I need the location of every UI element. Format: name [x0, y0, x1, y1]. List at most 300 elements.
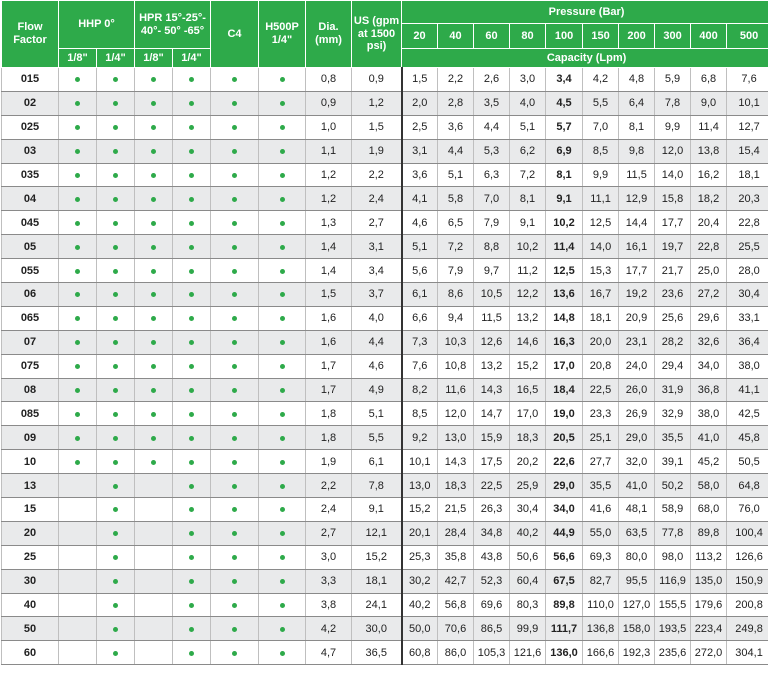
table-row	[2, 378, 768, 402]
capacity-cell: 52,3	[474, 569, 510, 593]
capacity-cell: 6,2	[510, 139, 546, 163]
compatibility-cell	[173, 641, 211, 665]
dot-icon	[113, 269, 118, 274]
compatibility-cell	[259, 521, 306, 545]
compatibility-cell	[173, 474, 211, 498]
compatibility-cell	[173, 91, 211, 115]
capacity-cell: 23,3	[583, 402, 619, 426]
capacity-cell: 60,8	[402, 641, 438, 665]
dot-icon	[232, 627, 237, 632]
capacity-cell: 18,1	[727, 163, 768, 187]
dot-icon	[113, 125, 118, 130]
capacity-cell: 8,5	[583, 139, 619, 163]
flow-capacity-table	[1, 0, 768, 665]
capacity-cell: 38,0	[727, 354, 768, 378]
dot-icon	[280, 651, 285, 656]
us-cell: 18,1	[352, 569, 402, 593]
capacity-cell: 80,0	[619, 545, 655, 569]
capacity-cell: 223,4	[691, 617, 727, 641]
dot-icon	[113, 507, 118, 512]
compatibility-cell	[97, 402, 135, 426]
header-pressure-value: 20	[402, 24, 438, 49]
dia-cell: 1,4	[306, 259, 352, 283]
compatibility-cell	[135, 211, 173, 235]
capacity-cell: 14,7	[474, 402, 510, 426]
flow-factor-cell: 065	[2, 306, 59, 330]
capacity-cell: 5,1	[438, 163, 474, 187]
compatibility-cell	[173, 498, 211, 522]
dot-icon	[280, 603, 285, 608]
compatibility-cell	[211, 426, 259, 450]
dot-icon	[113, 484, 118, 489]
capacity-cell: 179,6	[691, 593, 727, 617]
compatibility-cell	[135, 354, 173, 378]
dot-icon	[232, 364, 237, 369]
capacity-cell: 48,1	[619, 498, 655, 522]
dot-icon	[189, 507, 194, 512]
compatibility-cell	[173, 259, 211, 283]
dot-icon	[75, 221, 80, 226]
capacity-cell: 110,0	[583, 593, 619, 617]
capacity-cell: 36,4	[727, 330, 768, 354]
flow-factor-cell: 02	[2, 91, 59, 115]
dot-icon	[151, 388, 156, 393]
header-pressure-value: 400	[691, 24, 727, 49]
flow-factor-cell: 15	[2, 498, 59, 522]
dot-icon	[189, 77, 194, 82]
capacity-cell: 50,0	[402, 617, 438, 641]
capacity-cell: 17,7	[655, 211, 691, 235]
compatibility-cell	[97, 163, 135, 187]
capacity-cell: 7,9	[438, 259, 474, 283]
dot-icon	[280, 149, 285, 154]
capacity-cell: 304,1	[727, 641, 768, 665]
compatibility-cell	[97, 68, 135, 92]
table-row	[2, 68, 768, 92]
dot-icon	[280, 627, 285, 632]
compatibility-cell	[97, 593, 135, 617]
flow-factor-cell: 045	[2, 211, 59, 235]
dot-icon	[75, 460, 80, 465]
compatibility-cell	[259, 139, 306, 163]
compatibility-cell	[211, 545, 259, 569]
compatibility-cell	[173, 593, 211, 617]
dia-cell: 1,4	[306, 235, 352, 259]
capacity-cell: 21,7	[655, 259, 691, 283]
capacity-cell: 7,6	[402, 354, 438, 378]
capacity-cell: 18,3	[510, 426, 546, 450]
compatibility-cell	[135, 545, 173, 569]
capacity-cell: 3,0	[510, 68, 546, 92]
table-row	[2, 474, 768, 498]
capacity-cell: 11,4	[546, 235, 583, 259]
compatibility-cell	[59, 354, 97, 378]
compatibility-cell	[135, 187, 173, 211]
compatibility-cell	[259, 545, 306, 569]
capacity-cell: 5,8	[438, 187, 474, 211]
capacity-cell: 9,9	[655, 115, 691, 139]
dot-icon	[189, 221, 194, 226]
capacity-cell: 12,5	[583, 211, 619, 235]
flow-factor-cell: 09	[2, 426, 59, 450]
header-size: 1/4"	[173, 49, 211, 68]
compatibility-cell	[211, 521, 259, 545]
dot-icon	[232, 101, 237, 106]
capacity-cell: 4,5	[546, 91, 583, 115]
capacity-cell: 34,0	[691, 354, 727, 378]
capacity-cell: 12,9	[619, 187, 655, 211]
dot-icon	[280, 531, 285, 536]
compatibility-cell	[135, 426, 173, 450]
capacity-cell: 20,5	[546, 426, 583, 450]
compatibility-cell	[259, 283, 306, 307]
dia-cell: 1,9	[306, 450, 352, 474]
header-us: US (gpm at 1500 psi)	[352, 1, 402, 68]
dot-icon	[189, 460, 194, 465]
compatibility-cell	[259, 593, 306, 617]
dia-cell: 1,0	[306, 115, 352, 139]
capacity-cell: 2,0	[402, 91, 438, 115]
compatibility-cell	[135, 306, 173, 330]
dot-icon	[151, 221, 156, 226]
compatibility-cell	[259, 211, 306, 235]
us-cell: 3,7	[352, 283, 402, 307]
capacity-cell: 111,7	[546, 617, 583, 641]
dot-icon	[280, 388, 285, 393]
flow-factor-cell: 015	[2, 68, 59, 92]
compatibility-cell	[135, 91, 173, 115]
compatibility-cell	[173, 617, 211, 641]
capacity-cell: 4,2	[583, 68, 619, 92]
table-row	[2, 450, 768, 474]
capacity-cell: 80,3	[510, 593, 546, 617]
flow-factor-cell: 40	[2, 593, 59, 617]
dot-icon	[75, 245, 80, 250]
capacity-cell: 11,5	[619, 163, 655, 187]
dia-cell: 2,2	[306, 474, 352, 498]
compatibility-cell	[97, 498, 135, 522]
capacity-cell: 3,1	[402, 139, 438, 163]
dot-icon	[280, 221, 285, 226]
compatibility-cell	[173, 450, 211, 474]
compatibility-cell	[59, 521, 97, 545]
us-cell: 2,7	[352, 211, 402, 235]
dot-icon	[232, 245, 237, 250]
capacity-cell: 44,9	[546, 521, 583, 545]
dia-cell: 2,7	[306, 521, 352, 545]
header-size: 1/8"	[135, 49, 173, 68]
header-flow-factor: Flow Factor	[2, 1, 59, 68]
capacity-cell: 11,1	[583, 187, 619, 211]
compatibility-cell	[97, 330, 135, 354]
capacity-cell: 6,3	[474, 163, 510, 187]
capacity-cell: 155,5	[655, 593, 691, 617]
capacity-cell: 7,9	[474, 211, 510, 235]
compatibility-cell	[259, 354, 306, 378]
dot-icon	[75, 77, 80, 82]
dia-cell: 1,6	[306, 330, 352, 354]
dot-icon	[151, 149, 156, 154]
capacity-cell: 56,6	[546, 545, 583, 569]
us-cell: 2,2	[352, 163, 402, 187]
dot-icon	[189, 149, 194, 154]
capacity-cell: 6,5	[438, 211, 474, 235]
dot-icon	[113, 245, 118, 250]
table-row	[2, 545, 768, 569]
compatibility-cell	[259, 402, 306, 426]
capacity-cell: 249,8	[727, 617, 768, 641]
compatibility-cell	[97, 211, 135, 235]
capacity-cell: 25,9	[510, 474, 546, 498]
capacity-cell: 9,8	[619, 139, 655, 163]
compatibility-cell	[59, 259, 97, 283]
capacity-cell: 127,0	[619, 593, 655, 617]
capacity-cell: 19,2	[619, 283, 655, 307]
compatibility-cell	[173, 545, 211, 569]
us-cell: 15,2	[352, 545, 402, 569]
compatibility-cell	[135, 163, 173, 187]
us-cell: 4,6	[352, 354, 402, 378]
capacity-cell: 6,4	[619, 91, 655, 115]
capacity-cell: 9,0	[691, 91, 727, 115]
capacity-cell: 9,7	[474, 259, 510, 283]
capacity-cell: 29,0	[619, 426, 655, 450]
capacity-cell: 21,5	[438, 498, 474, 522]
dia-cell: 1,1	[306, 139, 352, 163]
compatibility-cell	[259, 68, 306, 92]
compatibility-cell	[97, 378, 135, 402]
capacity-cell: 5,7	[546, 115, 583, 139]
dia-cell: 1,2	[306, 187, 352, 211]
compatibility-cell	[259, 115, 306, 139]
compatibility-cell	[211, 187, 259, 211]
capacity-cell: 235,6	[655, 641, 691, 665]
dot-icon	[189, 531, 194, 536]
capacity-cell: 12,6	[474, 330, 510, 354]
compatibility-cell	[97, 545, 135, 569]
capacity-cell: 6,8	[691, 68, 727, 92]
capacity-cell: 136,0	[546, 641, 583, 665]
capacity-cell: 14,3	[438, 450, 474, 474]
compatibility-cell	[211, 259, 259, 283]
flow-factor-cell: 075	[2, 354, 59, 378]
capacity-cell: 63,5	[619, 521, 655, 545]
capacity-cell: 26,9	[619, 402, 655, 426]
capacity-cell: 35,5	[655, 426, 691, 450]
compatibility-cell	[97, 450, 135, 474]
capacity-cell: 7,0	[583, 115, 619, 139]
capacity-cell: 32,9	[655, 402, 691, 426]
us-cell: 4,9	[352, 378, 402, 402]
capacity-cell: 11,5	[474, 306, 510, 330]
dot-icon	[75, 125, 80, 130]
compatibility-cell	[59, 474, 97, 498]
dot-icon	[232, 149, 237, 154]
capacity-cell: 25,6	[655, 306, 691, 330]
capacity-cell: 8,1	[510, 187, 546, 211]
capacity-cell: 16,5	[510, 378, 546, 402]
capacity-cell: 17,7	[619, 259, 655, 283]
capacity-cell: 13,0	[438, 426, 474, 450]
dot-icon	[232, 531, 237, 536]
capacity-cell: 42,5	[727, 402, 768, 426]
header-pressure-value: 60	[474, 24, 510, 49]
compatibility-cell	[173, 521, 211, 545]
table-row	[2, 498, 768, 522]
capacity-cell: 2,2	[438, 68, 474, 92]
dia-cell: 3,3	[306, 569, 352, 593]
compatibility-cell	[135, 115, 173, 139]
dot-icon	[75, 197, 80, 202]
dot-icon	[280, 245, 285, 250]
header-pressure: Pressure (Bar)	[402, 1, 768, 24]
capacity-cell: 11,4	[691, 115, 727, 139]
capacity-cell: 29,6	[691, 306, 727, 330]
capacity-cell: 13,0	[402, 474, 438, 498]
compatibility-cell	[59, 378, 97, 402]
dot-icon	[113, 221, 118, 226]
capacity-cell: 2,5	[402, 115, 438, 139]
dot-icon	[232, 77, 237, 82]
capacity-cell: 70,6	[438, 617, 474, 641]
flow-factor-cell: 085	[2, 402, 59, 426]
capacity-cell: 89,8	[691, 521, 727, 545]
capacity-cell: 193,5	[655, 617, 691, 641]
capacity-cell: 68,0	[691, 498, 727, 522]
dot-icon	[151, 436, 156, 441]
compatibility-cell	[173, 330, 211, 354]
compatibility-cell	[259, 163, 306, 187]
compatibility-cell	[135, 259, 173, 283]
flow-factor-cell: 05	[2, 235, 59, 259]
compatibility-cell	[211, 283, 259, 307]
capacity-cell: 7,3	[402, 330, 438, 354]
capacity-cell: 56,8	[438, 593, 474, 617]
dot-icon	[189, 555, 194, 560]
dot-icon	[280, 364, 285, 369]
table-row	[2, 330, 768, 354]
dot-icon	[189, 579, 194, 584]
dot-icon	[151, 292, 156, 297]
us-cell: 4,0	[352, 306, 402, 330]
capacity-cell: 10,1	[727, 91, 768, 115]
capacity-cell: 20,2	[510, 450, 546, 474]
capacity-cell: 38,0	[691, 402, 727, 426]
dot-icon	[189, 173, 194, 178]
capacity-cell: 39,1	[655, 450, 691, 474]
header-dia: Dia. (mm)	[306, 1, 352, 68]
dia-cell: 1,7	[306, 378, 352, 402]
dot-icon	[113, 579, 118, 584]
dot-icon	[151, 101, 156, 106]
table-row	[2, 593, 768, 617]
dot-icon	[280, 507, 285, 512]
capacity-cell: 6,9	[546, 139, 583, 163]
capacity-cell: 58,0	[691, 474, 727, 498]
compatibility-cell	[59, 330, 97, 354]
capacity-cell: 40,2	[510, 521, 546, 545]
compatibility-cell	[135, 617, 173, 641]
dia-cell: 3,0	[306, 545, 352, 569]
table-row	[2, 569, 768, 593]
capacity-cell: 150,9	[727, 569, 768, 593]
capacity-cell: 30,2	[402, 569, 438, 593]
capacity-cell: 166,6	[583, 641, 619, 665]
capacity-cell: 67,5	[546, 569, 583, 593]
capacity-cell: 18,4	[546, 378, 583, 402]
capacity-cell: 10,8	[438, 354, 474, 378]
compatibility-cell	[211, 163, 259, 187]
capacity-cell: 17,0	[546, 354, 583, 378]
compatibility-cell	[97, 235, 135, 259]
dot-icon	[189, 269, 194, 274]
flow-factor-cell: 03	[2, 139, 59, 163]
capacity-cell: 1,5	[402, 68, 438, 92]
dot-icon	[151, 412, 156, 417]
compatibility-cell	[259, 378, 306, 402]
capacity-cell: 14,3	[474, 378, 510, 402]
compatibility-cell	[97, 474, 135, 498]
compatibility-cell	[135, 593, 173, 617]
capacity-cell: 28,2	[655, 330, 691, 354]
compatibility-cell	[97, 283, 135, 307]
compatibility-cell	[59, 235, 97, 259]
compatibility-cell	[173, 283, 211, 307]
capacity-cell: 6,1	[402, 283, 438, 307]
capacity-cell: 30,4	[727, 283, 768, 307]
capacity-cell: 8,1	[546, 163, 583, 187]
dia-cell: 4,2	[306, 617, 352, 641]
dot-icon	[75, 364, 80, 369]
compatibility-cell	[173, 115, 211, 139]
capacity-cell: 5,3	[474, 139, 510, 163]
capacity-cell: 98,0	[655, 545, 691, 569]
compatibility-cell	[97, 91, 135, 115]
capacity-cell: 19,0	[546, 402, 583, 426]
capacity-cell: 27,7	[583, 450, 619, 474]
capacity-cell: 15,2	[402, 498, 438, 522]
compatibility-cell	[259, 474, 306, 498]
capacity-cell: 9,1	[510, 211, 546, 235]
dot-icon	[113, 388, 118, 393]
us-cell: 5,5	[352, 426, 402, 450]
compatibility-cell	[59, 617, 97, 641]
flow-factor-cell: 20	[2, 521, 59, 545]
dot-icon	[75, 292, 80, 297]
dot-icon	[151, 364, 156, 369]
us-cell: 2,4	[352, 187, 402, 211]
dot-icon	[189, 651, 194, 656]
dot-icon	[113, 436, 118, 441]
header-capacity: Capacity (Lpm)	[402, 49, 768, 68]
dot-icon	[232, 173, 237, 178]
compatibility-cell	[211, 235, 259, 259]
capacity-cell: 3,6	[402, 163, 438, 187]
capacity-cell: 192,3	[619, 641, 655, 665]
capacity-cell: 13,6	[546, 283, 583, 307]
compatibility-cell	[97, 426, 135, 450]
dot-icon	[189, 340, 194, 345]
capacity-cell: 9,4	[438, 306, 474, 330]
us-cell: 12,1	[352, 521, 402, 545]
table-row	[2, 283, 768, 307]
capacity-cell: 12,0	[655, 139, 691, 163]
capacity-cell: 32,6	[691, 330, 727, 354]
capacity-cell: 30,4	[510, 498, 546, 522]
compatibility-cell	[59, 545, 97, 569]
compatibility-cell	[211, 378, 259, 402]
compatibility-cell	[173, 569, 211, 593]
